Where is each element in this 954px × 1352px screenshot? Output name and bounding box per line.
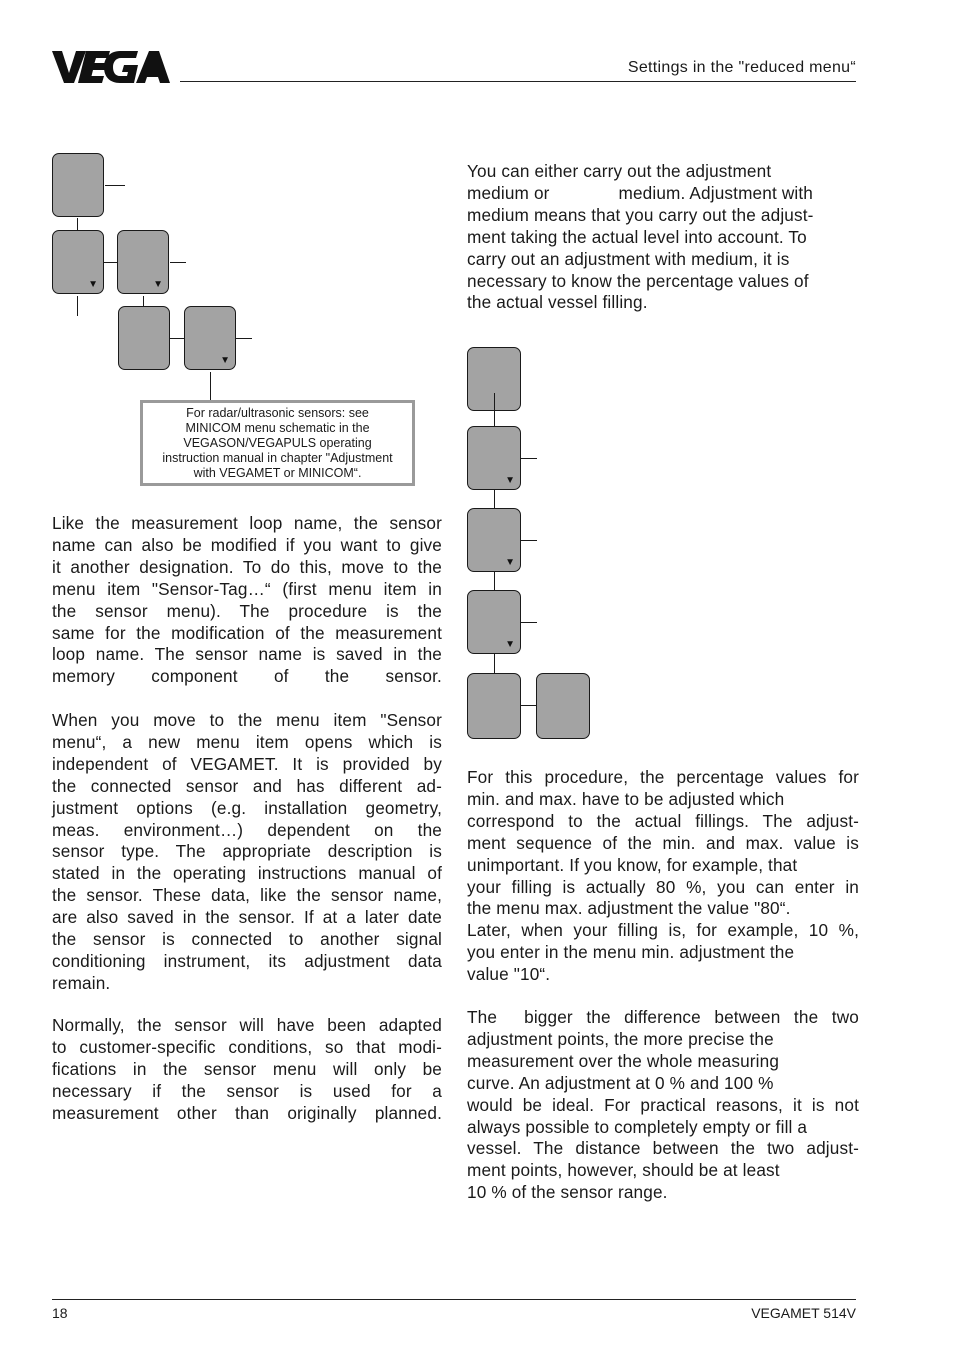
text-line: the actual vessel filling. [467, 292, 648, 313]
paragraph-sensor-menu [52, 710, 442, 995]
text-line: When you move to the menu item "Sensor [52, 710, 442, 730]
text-line: curve. An adjustment at 0 % and 100 % [467, 1072, 774, 1093]
connector-line [170, 262, 186, 263]
text-line: 10 % of the sensor range. [467, 1182, 668, 1203]
text-line: medium means that you carry out the adjust- [467, 204, 814, 225]
text-line: always possible to completely empty or fill a [467, 1116, 808, 1137]
text-line: same for the modification of the measurement [52, 622, 442, 643]
menu-key [467, 426, 521, 490]
text-line: medium or medium. Adjustment with [467, 182, 813, 203]
text-line: menu item "Sensor-Tag…“ (first menu item in [52, 578, 442, 599]
text-line: independent of VEGAMET. It is provided by [52, 753, 442, 774]
page-number: 18 [52, 1305, 68, 1321]
text-line: vessel. The distance between the two adjust- [467, 1138, 859, 1159]
down-arrow-icon: ▼ [505, 475, 515, 486]
text-line: unimportant. If you know, for example, that [467, 854, 798, 875]
text-line: conditioning instrument, its adjustment data [52, 950, 442, 971]
text-line: necessary if the sensor is used for a [52, 1080, 442, 1101]
text-line: would be ideal. For practical reasons, it is not [467, 1094, 859, 1115]
down-arrow-icon: ▼ [505, 639, 515, 650]
menu-key [52, 230, 104, 294]
menu-key [117, 230, 169, 294]
connector-line [521, 458, 537, 459]
vega-logo [52, 50, 172, 84]
header-rule [180, 81, 856, 82]
connector-line [494, 393, 495, 427]
text-line: stated in the operating instructions manual of [52, 863, 442, 884]
text-line: fications in the sensor menu will only be [52, 1058, 442, 1079]
text-line: memory component of the sensor. [52, 666, 442, 687]
paragraph-procedure [467, 767, 859, 986]
connector-line [105, 185, 125, 186]
paragraph-adjustment-intro [467, 161, 859, 314]
text-line: correspond to the actual fillings. The adjust- [467, 810, 859, 831]
connector-line [236, 338, 252, 339]
connector-line [77, 218, 78, 230]
down-arrow-icon: ▼ [153, 279, 163, 290]
menu-key [467, 508, 521, 572]
down-arrow-icon: ▼ [88, 279, 98, 290]
text-line: your filling is actually 80 %, you can enter in [467, 876, 859, 897]
text-line: are also saved in the sensor. If at a later date [52, 907, 442, 928]
document-name: VEGAMET 514V [751, 1305, 856, 1321]
connector-line [170, 338, 184, 339]
menu-key [467, 673, 521, 739]
connector-line [494, 490, 495, 508]
note-line: VEGASON/VEGAPULS operating [183, 436, 372, 450]
text-line: the connected sensor and has different ad- [52, 775, 442, 796]
note-line: with VEGAMET or MINICOM“. [193, 466, 362, 480]
text-line: sensor type. The appropriate description is [52, 841, 442, 862]
text-line: the sensor. These data, like the sensor name, [52, 885, 442, 906]
connector-line [77, 296, 78, 316]
connector-line [521, 540, 537, 541]
down-arrow-icon: ▼ [505, 557, 515, 568]
connector-line [521, 622, 537, 623]
text-line: min. and max. have to be adjusted which [467, 788, 785, 809]
text-line: measurement other than originally planned. [52, 1102, 442, 1123]
text-line: adjustment points, the more precise the [467, 1028, 774, 1049]
text-line: For this procedure, the percentage values for [467, 767, 859, 787]
text-line: Later, when your filling is, for example, 10 %, [467, 920, 859, 941]
text-line: you enter in the menu min. adjustment the [467, 942, 795, 963]
menu-key [184, 306, 236, 370]
connector-line [494, 572, 495, 590]
text-line: the sensor is connected to another signal [52, 929, 442, 950]
menu-key [536, 673, 590, 739]
text-line: loop name. The sensor name is saved in the [52, 644, 442, 665]
paragraph-difference [467, 1007, 859, 1204]
text-line: The bigger the difference between the two [467, 1007, 859, 1027]
text-line: Like the measurement loop name, the sensor [52, 513, 442, 533]
connector-line [104, 262, 117, 263]
note-line: instruction manual in chapter "Adjustment [162, 451, 393, 465]
connector-line [494, 654, 495, 673]
note-line: MINICOM menu schematic in the [185, 421, 370, 435]
connector-line [210, 372, 211, 400]
text-line: the sensor menu). The procedure is the [52, 600, 442, 621]
menu-key [52, 153, 104, 217]
text-line: menu“, a new menu item opens which is [52, 731, 442, 752]
section-title: Settings in the "reduced menu“ [627, 59, 856, 76]
text-line: value "10“. [467, 964, 551, 985]
connector-line [143, 296, 144, 306]
text-line: You can either carry out the adjustment [467, 161, 772, 181]
sensor-note-box [140, 400, 415, 486]
paragraph-sensor-adapted [52, 1015, 442, 1125]
text-line: Normally, the sensor will have been adapted [52, 1015, 442, 1035]
text-line: ment points, however, should be at least [467, 1160, 780, 1181]
menu-key [118, 306, 170, 370]
text-line: ment taking the actual level into account. To [467, 226, 807, 247]
text-line: necessary to know the percentage values of [467, 270, 809, 291]
text-line: measurement over the whole measuring [467, 1050, 780, 1071]
paragraph-sensor-name [52, 513, 442, 688]
connector-line [521, 705, 536, 706]
down-arrow-icon: ▼ [220, 355, 230, 366]
text-line: remain. [52, 972, 111, 993]
note-line: For radar/ultrasonic sensors: see [186, 406, 369, 420]
text-line: ment sequence of the min. and max. value is [467, 832, 859, 853]
text-line: justment options (e.g. installation geometry, [52, 797, 442, 818]
text-line: carry out an adjustment with medium, it is [467, 248, 790, 269]
menu-key [467, 590, 521, 654]
text-line: it another designation. To do this, move to the [52, 556, 442, 577]
text-line: meas. environment…) dependent on the [52, 819, 442, 840]
text-line: to customer-specific conditions, so that modi- [52, 1036, 442, 1057]
footer-rule [52, 1299, 856, 1300]
text-line: the menu max. adjustment the value "80“. [467, 898, 791, 919]
text-line: name can also be modified if you want to give [52, 534, 442, 555]
